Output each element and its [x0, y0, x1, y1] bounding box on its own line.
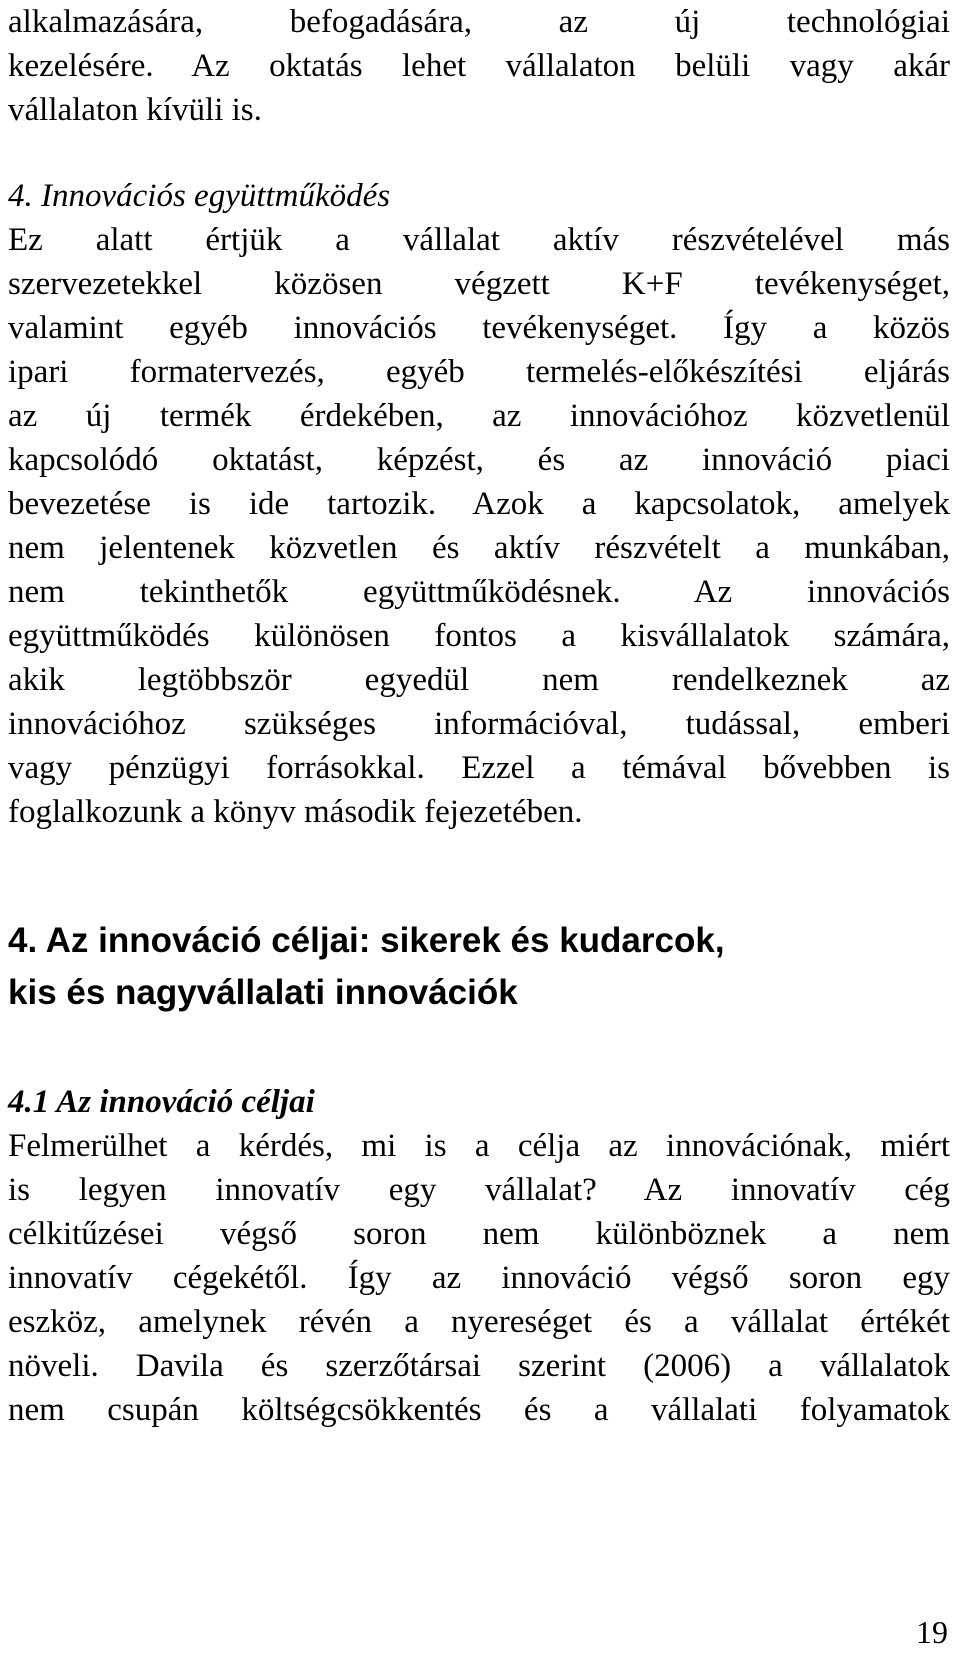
body-line: innovációhoz szükséges információval, tudással, emberi [8, 706, 950, 742]
body-line: akik legtöbbször egyedül nem rendelkeznek az [8, 662, 950, 698]
body-line: együttműködés különösen fontos a kisvállalatok számára, [8, 618, 950, 654]
body-line: vagy pénzügyi forrásokkal. Ezzel a témával bővebben is [8, 750, 950, 786]
body-line: eszköz, amelynek révén a nyereséget és a vállalat értékét [8, 1304, 950, 1340]
chapter-title: 4. Az innováció céljai: sikerek és kudarcok, [8, 921, 725, 960]
section-heading: 4. Innovációs együttműködés [8, 178, 391, 214]
body-line: célkitűzései végső soron nem különböznek a nem [8, 1216, 950, 1252]
body-line: nem csupán költségcsökkentés és a vállalati folyamatok [8, 1392, 950, 1428]
body-line: növeli. Davila és szerzőtársai szerint (2006) a vállalatok [8, 1348, 950, 1384]
page-number: 19 [916, 1614, 948, 1650]
body-line: innovatív cégekétől. Így az innováció végső soron egy [8, 1260, 950, 1296]
intro-line: kezelésére. Az oktatás lehet vállalaton belüli vagy akár [8, 48, 950, 84]
chapter-title: kis és nagyvállalati innovációk [8, 973, 518, 1012]
subsection-heading: 4.1 Az innováció céljai [8, 1084, 315, 1120]
body-line: Felmerülhet a kérdés, mi is a célja az innovációnak, miért [8, 1128, 950, 1164]
intro-line: vállalaton kívüli is. [8, 92, 262, 128]
body-line: valamint egyéb innovációs tevékenységet. Így a közös [8, 310, 950, 346]
body-line: az új termék érdekében, az innovációhoz közvetlenül [8, 398, 950, 434]
body-line: is legyen innovatív egy vállalat? Az innovatív cég [8, 1172, 950, 1208]
body-line: kapcsolódó oktatást, képzést, és az innováció piaci [8, 442, 950, 478]
body-line: nem jelentenek közvetlen és aktív részvételt a munkában, [8, 530, 950, 566]
body-line: foglalkozunk a könyv második fejezetében. [8, 794, 583, 830]
body-line: bevezetése is ide tartozik. Azok a kapcsolatok, amelyek [8, 486, 950, 522]
body-line: ipari formatervezés, egyéb termelés-előkészítési eljárás [8, 354, 950, 390]
intro-line: alkalmazására, befogadására, az új technológiai [8, 4, 950, 40]
body-line: nem tekinthetők együttműködésnek. Az innovációs [8, 574, 950, 610]
body-line: Ez alatt értjük a vállalat aktív részvételével más [8, 222, 950, 258]
body-line: szervezetekkel közösen végzett K+F tevékenységet, [8, 266, 950, 302]
